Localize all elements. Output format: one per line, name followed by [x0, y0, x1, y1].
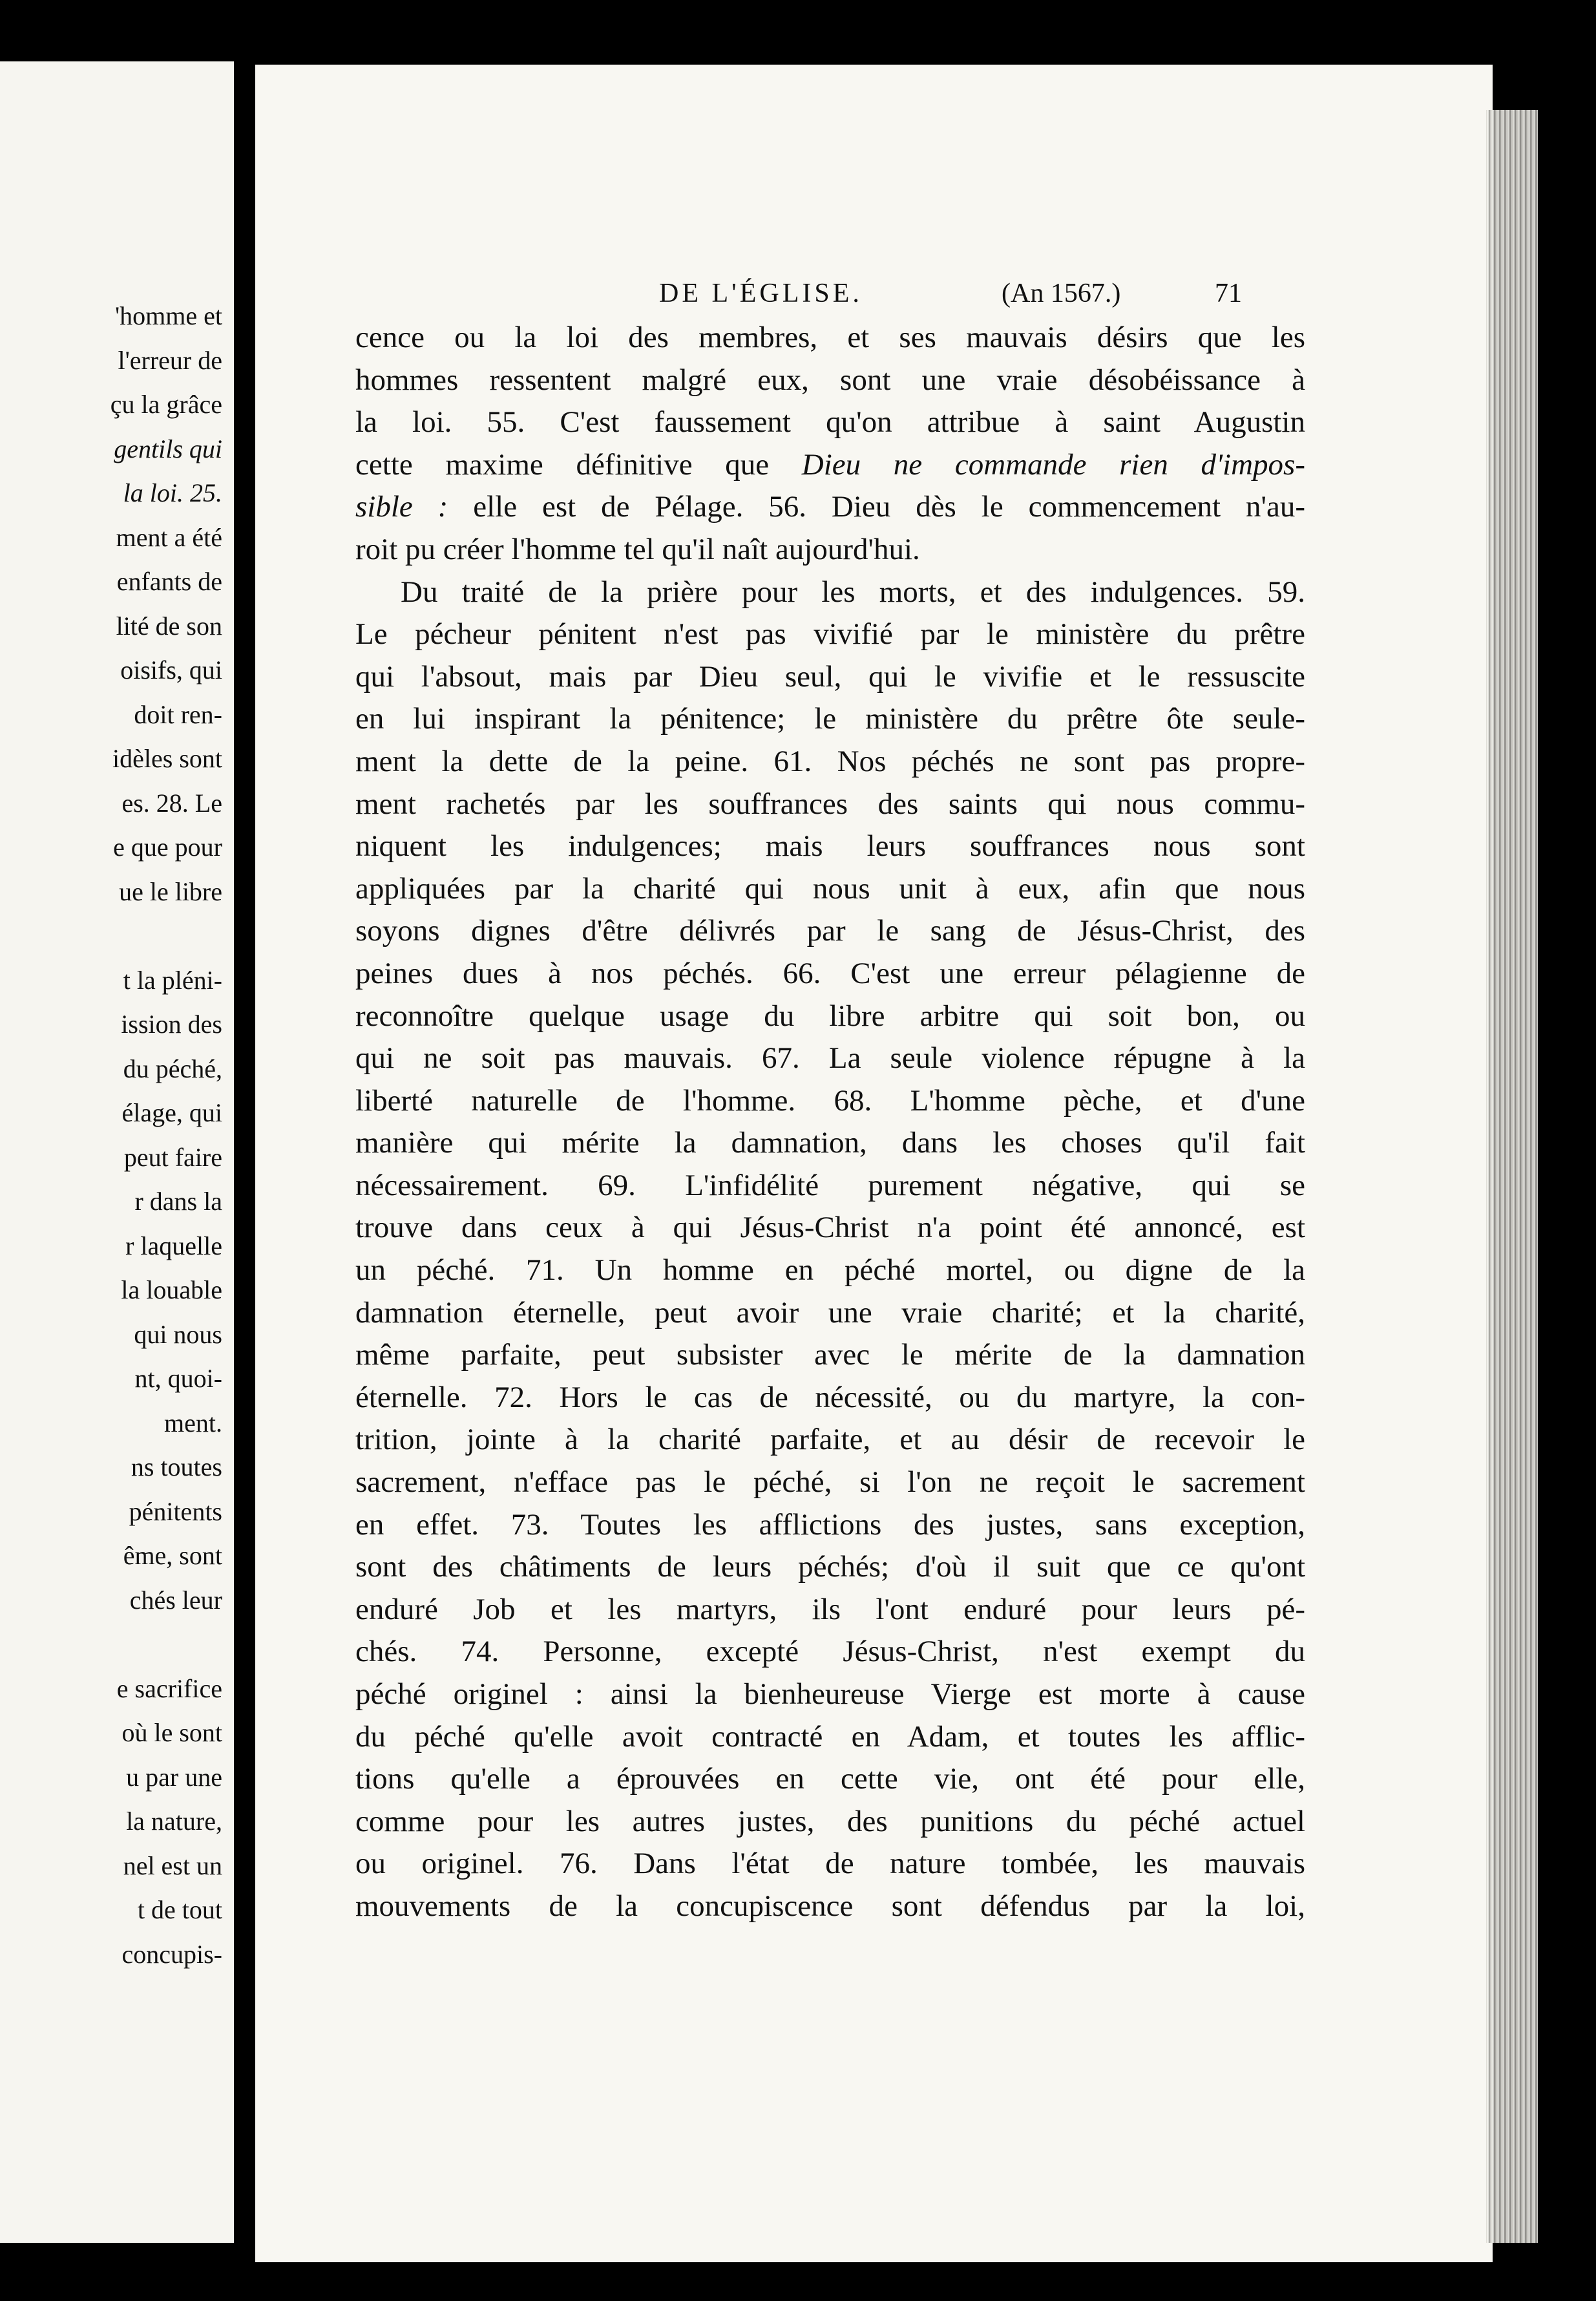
previous-page-line: la louable: [121, 1275, 222, 1304]
previous-page-line: t la pléni-: [123, 965, 222, 995]
text-line: nécessairement. 69. L'infidélité purement négative, qui se: [355, 1168, 1305, 1202]
previous-page-line: où le sont: [121, 1718, 222, 1747]
previous-page-line: qui nous: [134, 1319, 222, 1349]
text-line: niquent les indulgences; mais leurs souffrances nous sont: [355, 829, 1305, 864]
previous-page-line: ns toutes: [131, 1452, 222, 1481]
text-line: manière qui mérite la damnation, dans les choses qu'il fait: [355, 1126, 1305, 1160]
previous-page-line: lité de son: [116, 611, 222, 641]
text-line: cence ou la loi des membres, et ses mauvais désirs que les: [355, 321, 1305, 354]
text-line: ment rachetés par les souffrances des saints qui nous commu-: [355, 787, 1305, 821]
year-note: (An 1567.): [1002, 279, 1121, 308]
text-line: trition, jointe à la charité parfaite, et au désir de recevoir le: [355, 1423, 1305, 1457]
previous-page-line: ême, sont: [123, 1541, 222, 1570]
text-line: enduré Job et les martyrs, ils l'ont enduré pour leurs pé-: [355, 1592, 1305, 1626]
previous-page-line: gentils qui: [114, 434, 222, 463]
previous-page-line: élage, qui: [121, 1098, 222, 1127]
previous-page-line: nt, quoi-: [134, 1364, 222, 1393]
text-line: cette maxime définitive que Dieu ne commande rien d'impos-: [355, 447, 1305, 482]
current-page: [255, 65, 1493, 2262]
text-line: trouve dans ceux à qui Jésus-Christ n'a point été annoncé, est: [355, 1211, 1305, 1245]
text-line: qui ne soit pas mauvais. 67. La seule violence répugne à la: [355, 1041, 1305, 1076]
previous-page-line: idèles sont: [112, 744, 222, 773]
previous-page-line: chés leur: [129, 1585, 222, 1615]
text-line: sible : elle est de Pélage. 56. Dieu dès le commencement n'au-: [355, 490, 1305, 524]
page-number: 71: [1215, 279, 1242, 308]
previous-page-line: t de tout: [137, 1895, 222, 1924]
text-line: sont des châtiments de leurs péchés; d'où il suit que ce qu'ont: [355, 1550, 1305, 1584]
text-line: en effet. 73. Toutes les afflictions des justes, sans exception,: [355, 1507, 1305, 1542]
previous-page-line: concupis-: [121, 1939, 222, 1969]
previous-page-line: la nature,: [126, 1807, 222, 1836]
text-line: reconnoître quelque usage du libre arbitre qui soit bon, ou: [355, 999, 1305, 1033]
text-line: du péché qu'elle avoit contracté en Adam, et toutes les afflic-: [355, 1719, 1305, 1754]
previous-page-line: ue le libre: [119, 876, 222, 906]
text-line: éternelle. 72. Hors le cas de nécessité, ou du martyre, la con-: [355, 1380, 1305, 1414]
running-header: [255, 278, 1493, 317]
text-line: chés. 74. Personne, excepté Jésus-Christ, n'est exempt du: [355, 1635, 1305, 1669]
previous-page-line: e sacrifice: [116, 1673, 222, 1703]
previous-page-line: r laquelle: [125, 1231, 222, 1260]
previous-page-line: nel est un: [123, 1850, 222, 1880]
previous-page-line: u par une: [126, 1762, 222, 1792]
text-line: la loi. 55. C'est faussement qu'on attribue à saint Augustin: [355, 405, 1305, 440]
previous-page-line: e que pour: [113, 832, 222, 862]
previous-page-line: du péché,: [123, 1054, 222, 1083]
previous-page-line: ment a été: [116, 522, 222, 552]
previous-page-line: oisifs, qui: [120, 655, 222, 684]
text-line: Du traité de la prière pour les morts, et des indulgences. 59.: [401, 575, 1305, 609]
text-line: qui l'absout, mais par Dieu seul, qui le vivifie et le ressuscite: [355, 659, 1305, 694]
previous-page-line: ission des: [121, 1010, 222, 1039]
previous-page-line: ment.: [164, 1408, 222, 1437]
text-line: un péché. 71. Un homme en péché mortel, ou digne de la: [355, 1253, 1305, 1288]
text-line: comme pour les autres justes, des punitions du péché actuel: [355, 1804, 1305, 1838]
text-line: appliquées par la charité qui nous unit à eux, afin que nous: [355, 871, 1305, 906]
previous-page-line: es. 28. Le: [121, 788, 222, 818]
text-line: en lui inspirant la pénitence; le ministère du prêtre ôte seule-: [355, 702, 1305, 736]
previous-page-line: l'erreur de: [118, 345, 222, 375]
text-line: ment la dette de la peine. 61. Nos péchés ne sont pas propre-: [355, 744, 1305, 778]
text-line: tions qu'elle a éprouvées en cette vie, ont été pour elle,: [355, 1762, 1305, 1796]
text-line: sacrement, n'efface pas le péché, si l'on ne reçoit le sacrement: [355, 1465, 1305, 1500]
book-edge: [1486, 110, 1538, 2243]
previous-page-line: 'homme et: [114, 301, 222, 330]
previous-page-line: doit ren-: [134, 699, 222, 729]
text-line: hommes ressentent malgré eux, sont une vraie désobéissance à: [355, 363, 1305, 397]
previous-page: [0, 61, 234, 2243]
previous-page-text: [110, 294, 222, 1977]
text-line: ou originel. 76. Dans l'état de nature tombée, les mauvais: [355, 1847, 1305, 1881]
previous-page-line: çu la grâce: [110, 390, 222, 419]
previous-page-line: [110, 914, 222, 959]
previous-page-line: peut faire: [123, 1142, 222, 1172]
text-line: mouvements de la concupiscence sont défendus par la loi,: [355, 1889, 1305, 1923]
text-line: damnation éternelle, peut avoir une vraie charité; et la charité,: [355, 1295, 1305, 1330]
text-line: roit pu créer l'homme tel qu'il naît aujourd'hui.: [355, 532, 920, 566]
previous-page-line: enfants de: [116, 567, 222, 596]
text-line: péché originel : ainsi la bienheureuse Vierge est morte à cause: [355, 1677, 1305, 1711]
text-line: soyons dignes d'être délivrés par le sang de Jésus-Christ, des: [355, 914, 1305, 948]
previous-page-line: r dans la: [134, 1187, 222, 1216]
text-line: même parfaite, peut subsister avec le mérite de la damnation: [355, 1338, 1305, 1372]
previous-page-line: pénitents: [129, 1496, 222, 1526]
text-line: liberté naturelle de l'homme. 68. L'homme pèche, et d'une: [355, 1083, 1305, 1118]
body-text: [355, 317, 1305, 1928]
previous-page-line: la loi. 25.: [123, 478, 222, 507]
running-title: DE L'ÉGLISE.: [659, 279, 863, 308]
previous-page-line: [110, 1622, 222, 1667]
text-line: peines dues à nos péchés. 66. C'est une erreur pélagienne de: [355, 956, 1305, 990]
text-line: Le pécheur pénitent n'est pas vivifié par le ministère du prêtre: [355, 617, 1305, 652]
